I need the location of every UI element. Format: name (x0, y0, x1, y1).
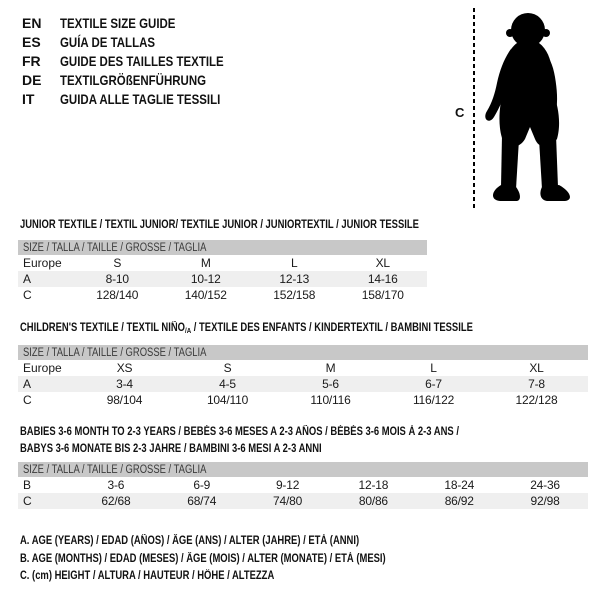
note-age-years: A. AGE (YEARS) / EDAD (AÑOS) / ÂGE (ANS) / ALTER (JAHRE) / ETÀ (ANNI) (20, 535, 360, 547)
section-title-text: / TEXTILE DES ENFANTS / KINDERTEXTIL / BAMBINI TESSILE (191, 322, 473, 334)
table-cell: 24-36 (530, 478, 560, 492)
language-title: GUÍA DE TALLAS (60, 33, 156, 50)
table-cell: 6-9 (193, 478, 211, 492)
table-row-height (18, 287, 427, 303)
table-cell: 110/116 (310, 393, 351, 407)
table-cell: 6-7 (425, 377, 442, 391)
table-cell: 98/104 (106, 393, 143, 407)
height-marker-label: C (455, 105, 465, 120)
table-cell: 80/86 (358, 494, 388, 508)
note-height-cm: C. (cm) HEIGHT / ALTURA / HAUTEUR / HÖHE / ALTEZZA (20, 570, 275, 582)
language-title: TEXTILGRÖßENFÜHRUNG (60, 71, 207, 88)
table-row-height (18, 392, 588, 408)
language-row (22, 13, 260, 32)
table-cell: 7-8 (528, 377, 545, 391)
col-header: XS (116, 361, 133, 375)
legend-notes (20, 535, 466, 588)
size-bar-label: SIZE / TALLA / TAILLE / GRÖSSE / TAGLIA (23, 241, 207, 254)
table-cell: 10-12 (190, 272, 221, 286)
language-title: GUIDE DES TAILLES TEXTILE (60, 52, 224, 69)
table-cell: 12-18 (358, 478, 389, 492)
section-title-subscript: /A (185, 326, 192, 335)
language-code: DE (22, 71, 42, 88)
table-header-row (18, 255, 427, 271)
table-cell: 152/158 (273, 288, 316, 302)
table-row-height (18, 493, 588, 509)
col-header: XL (375, 256, 390, 270)
table-cell: 128/140 (96, 288, 139, 302)
table-cell: 158/170 (361, 288, 404, 302)
section-title-text: CHILDREN'S TEXTILE / TEXTIL NIÑO (20, 322, 186, 334)
language-title: GUIDA ALLE TAGLIE TESSILI (60, 90, 221, 107)
table-cell: 5-6 (322, 377, 339, 391)
table-cell: 86/92 (444, 494, 474, 508)
col-header: XL (529, 361, 544, 375)
babies-size-table (18, 462, 588, 509)
table-cell: 4-5 (219, 377, 236, 391)
row-label: C (23, 288, 32, 302)
section-title-babies-line1: BABIES 3-6 MONTH TO 2-3 YEARS / BEBÉS 3-6 MESES A 2-3 AÑOS / BÉBÉS 3-6 MOIS À 2-3 ANS / (20, 426, 459, 438)
section-title-junior: JUNIOR TEXTILE / TEXTIL JUNIOR/ TEXTILE JUNIOR / JUNIORTEXTIL / JUNIOR TESSILE (20, 219, 419, 231)
table-cell: 74/80 (273, 494, 303, 508)
table-cell: 14-16 (367, 272, 398, 286)
section-title-children (20, 322, 473, 335)
table-cell: 62/68 (101, 494, 131, 508)
table-row-age (18, 271, 427, 287)
language-code: IT (22, 90, 35, 107)
section-title-babies-line2: BABYS 3-6 MONATE BIS 2-3 JAHRE / BAMBINI 3-6 MESI A 2-3 ANNI (20, 443, 322, 455)
junior-size-table (18, 240, 427, 303)
table-cell: 8-10 (105, 272, 129, 286)
table-cell: 3-6 (107, 478, 125, 492)
language-row (22, 89, 260, 108)
size-bar (18, 240, 427, 255)
size-bar-label: SIZE / TALLA / TAILLE / GRÖSSE / TAGLIA (23, 346, 207, 359)
table-cell: 116/122 (412, 393, 455, 407)
col-header: M (325, 361, 336, 375)
table-cell: 122/128 (515, 393, 558, 407)
table-cell: 18-24 (444, 478, 475, 492)
language-row (22, 51, 260, 70)
size-bar (18, 462, 588, 477)
height-dashed-line (473, 8, 475, 209)
row-label: C (23, 494, 32, 508)
language-row (22, 32, 260, 51)
table-cell: 92/98 (530, 494, 560, 508)
language-row (22, 70, 260, 89)
table-header-row (18, 360, 588, 376)
language-header (22, 13, 260, 108)
row-label: A (23, 272, 32, 286)
table-cell: 12-13 (279, 272, 310, 286)
table-cell: 68/74 (187, 494, 217, 508)
size-bar (18, 345, 588, 360)
size-bar-label: SIZE / TALLA / TAILLE / GRÖSSE / TAGLIA (23, 463, 207, 476)
row-label: A (23, 377, 32, 391)
table-cell: 9-12 (275, 478, 300, 492)
children-size-table (18, 345, 588, 408)
col-header: M (200, 256, 211, 270)
note-age-months: B. AGE (MONTHS) / EDAD (MESES) / ÂGE (MOIS) / ALTER (MONATE) / ETÀ (MESI) (20, 552, 386, 565)
col-header: L (291, 256, 298, 270)
language-code: ES (22, 33, 41, 50)
col-header: S (223, 361, 232, 375)
table-cell: 3-4 (116, 377, 133, 391)
language-code: EN (22, 14, 42, 31)
table-cell: 104/110 (206, 393, 249, 407)
table-row-age-months (18, 477, 588, 493)
language-code: FR (22, 52, 41, 69)
col-header-region: Europe (23, 361, 62, 375)
toddler-silhouette (481, 7, 593, 208)
col-header: L (430, 361, 437, 375)
col-header: S (113, 256, 122, 270)
language-title: TEXTILE SIZE GUIDE (60, 14, 176, 31)
table-cell: 140/152 (184, 288, 227, 302)
table-row-age (18, 376, 588, 392)
row-label: B (23, 478, 32, 492)
row-label: C (23, 393, 32, 407)
col-header-region: Europe (23, 256, 62, 270)
